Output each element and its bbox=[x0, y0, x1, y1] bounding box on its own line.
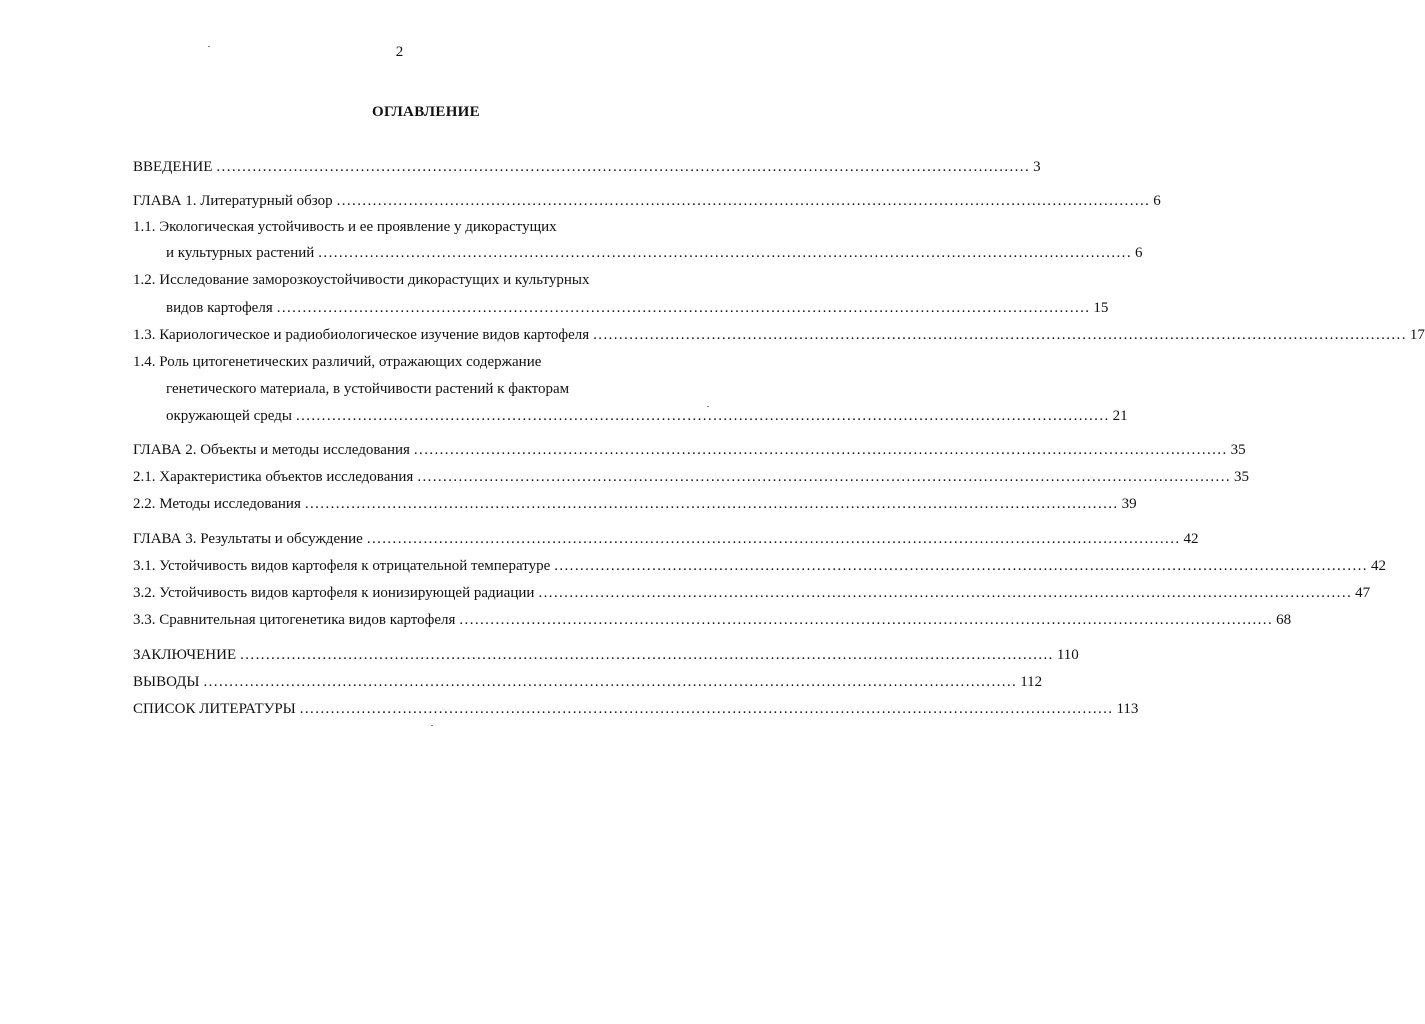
toc-entry-page: 35 bbox=[1234, 469, 1250, 485]
toc-entry-section-1-1[interactable] bbox=[133, 217, 699, 237]
toc-leader-dots: .............................................................................................................................................................. bbox=[336, 193, 1151, 209]
toc-entry-page: 6 bbox=[1153, 193, 1161, 209]
toc-leader-dots: .............................................................................................................................................................. bbox=[413, 442, 1228, 458]
toc-leader-dots: .............................................................................................................................................................. bbox=[366, 531, 1181, 547]
toc-leader-dots: .............................................................................................................................................................. bbox=[318, 245, 1132, 261]
toc-entry-section-2-1[interactable] bbox=[133, 467, 1250, 487]
toc-entry-title: 3.1. Устойчивость видов картофеля к отрицательной температуре bbox=[133, 558, 551, 574]
toc-entry-page: 112 bbox=[1020, 674, 1043, 690]
toc-entry-section-3-3[interactable] bbox=[133, 610, 1292, 630]
toc-entry-title: видов картофеля bbox=[166, 300, 273, 316]
toc-entry-page: 21 bbox=[1112, 408, 1128, 424]
toc-entry-section-1-4-cont[interactable] bbox=[133, 379, 699, 399]
page-number: 2 bbox=[395, 44, 404, 60]
toc-entry-title: ГЛАВА 2. Объекты и методы исследования bbox=[133, 442, 410, 458]
toc-entry-title: 1.2. Исследование заморозкоустойчивости дикорастущих и культурных bbox=[133, 272, 590, 288]
toc-entry-page: 113 bbox=[1116, 701, 1139, 717]
toc-entry-page: 15 bbox=[1093, 300, 1109, 316]
toc-entry-findings[interactable] bbox=[133, 672, 1043, 692]
toc-entry-title: ГЛАВА 1. Литературный обзор bbox=[133, 193, 333, 209]
toc-entry-section-1-2-cont[interactable] bbox=[133, 298, 1109, 318]
toc-entry-title: 3.3. Сравнительная цитогенетика видов картофеля bbox=[133, 612, 456, 628]
toc-entry-title: генетического материала, в устойчивости растений к факторам bbox=[166, 381, 570, 397]
toc-entry-page: 42 bbox=[1183, 531, 1199, 547]
toc-entry-section-1-4[interactable] bbox=[133, 352, 699, 372]
toc-entry-chapter-3[interactable] bbox=[133, 529, 1199, 549]
toc-leader-dots: .............................................................................................................................................................. bbox=[295, 408, 1110, 424]
toc-entry-title: СПИСОК ЛИТЕРАТУРЫ bbox=[133, 701, 296, 717]
toc-entry-title: ВВЕДЕНИЕ bbox=[133, 159, 213, 175]
toc-entry-page: 47 bbox=[1355, 585, 1371, 601]
toc-entry-title: 1.4. Роль цитогенетических различий, отражающих содержание bbox=[133, 354, 542, 370]
toc-entry-title: 1.3. Кариологическое и радиобиологическое изучение видов картофеля bbox=[133, 327, 590, 343]
toc-leader-dots: .............................................................................................................................................................. bbox=[459, 612, 1274, 628]
toc-entry-title: ЗАКЛЮЧЕНИЕ bbox=[133, 647, 237, 663]
toc-leader-dots: .............................................................................................................................................................. bbox=[593, 327, 1407, 343]
toc-entry-page: 6 bbox=[1134, 245, 1143, 261]
toc-entry-title: и культурных растений bbox=[166, 245, 315, 261]
toc-entry-section-1-4-cont-2[interactable] bbox=[133, 406, 1128, 426]
toc-entry-title: 3.2. Устойчивость видов картофеля к ионизирующей радиации bbox=[133, 585, 535, 601]
toc-entry-title: ГЛАВА 3. Результаты и обсуждение bbox=[133, 531, 363, 547]
scan-speck bbox=[431, 725, 433, 726]
toc-entry-page: 110 bbox=[1056, 647, 1079, 663]
toc-entry-section-2-2[interactable] bbox=[133, 494, 1137, 514]
toc-entry-section-1-1-cont[interactable] bbox=[133, 243, 1143, 263]
toc-entry-title: ВЫВОДЫ bbox=[133, 674, 200, 690]
toc-leader-dots: .............................................................................................................................................................. bbox=[299, 701, 1114, 717]
toc-entry-page: 17 bbox=[1409, 327, 1425, 343]
toc-entry-introduction[interactable] bbox=[133, 157, 1041, 177]
toc-entry-chapter-2[interactable] bbox=[133, 440, 1246, 460]
toc-entry-section-1-3[interactable] bbox=[133, 325, 1425, 345]
toc-leader-dots: .............................................................................................................................................................. bbox=[240, 647, 1054, 663]
toc-entry-title: 2.1. Характеристика объектов исследования bbox=[133, 469, 414, 485]
toc-heading: ОГЛАВЛЕНИЕ bbox=[372, 104, 480, 120]
toc-entry-references[interactable] bbox=[133, 699, 1139, 719]
toc-leader-dots: .............................................................................................................................................................. bbox=[216, 159, 1031, 175]
toc-entry-page: 39 bbox=[1121, 496, 1137, 512]
scan-speck bbox=[208, 46, 210, 47]
toc-entry-page: 3 bbox=[1033, 159, 1041, 175]
toc-entry-title: 1.1. Экологическая устойчивость и ее проявление у дикорастущих bbox=[133, 219, 557, 235]
toc-leader-dots: .............................................................................................................................................................. bbox=[304, 496, 1119, 512]
toc-leader-dots: .............................................................................................................................................................. bbox=[203, 674, 1018, 690]
toc-leader-dots: .............................................................................................................................................................. bbox=[276, 300, 1091, 316]
toc-leader-dots: .............................................................................................................................................................. bbox=[538, 585, 1353, 601]
toc-entry-conclusion[interactable] bbox=[133, 645, 1079, 665]
toc-entry-section-3-1[interactable] bbox=[133, 556, 1386, 576]
toc-entry-section-3-2[interactable] bbox=[133, 583, 1371, 603]
toc-leader-dots: .............................................................................................................................................................. bbox=[417, 469, 1232, 485]
toc-leader-dots: .............................................................................................................................................................. bbox=[554, 558, 1368, 574]
toc-entry-page: 68 bbox=[1276, 612, 1292, 628]
toc-entry-title: 2.2. Методы исследования bbox=[133, 496, 301, 512]
toc-entry-chapter-1[interactable] bbox=[133, 191, 1161, 211]
toc-entry-section-1-2[interactable] bbox=[133, 270, 699, 290]
toc-entry-page: 42 bbox=[1370, 558, 1386, 574]
toc-entry-title: окружающей среды bbox=[166, 408, 292, 424]
toc-entry-page: 35 bbox=[1230, 442, 1246, 458]
